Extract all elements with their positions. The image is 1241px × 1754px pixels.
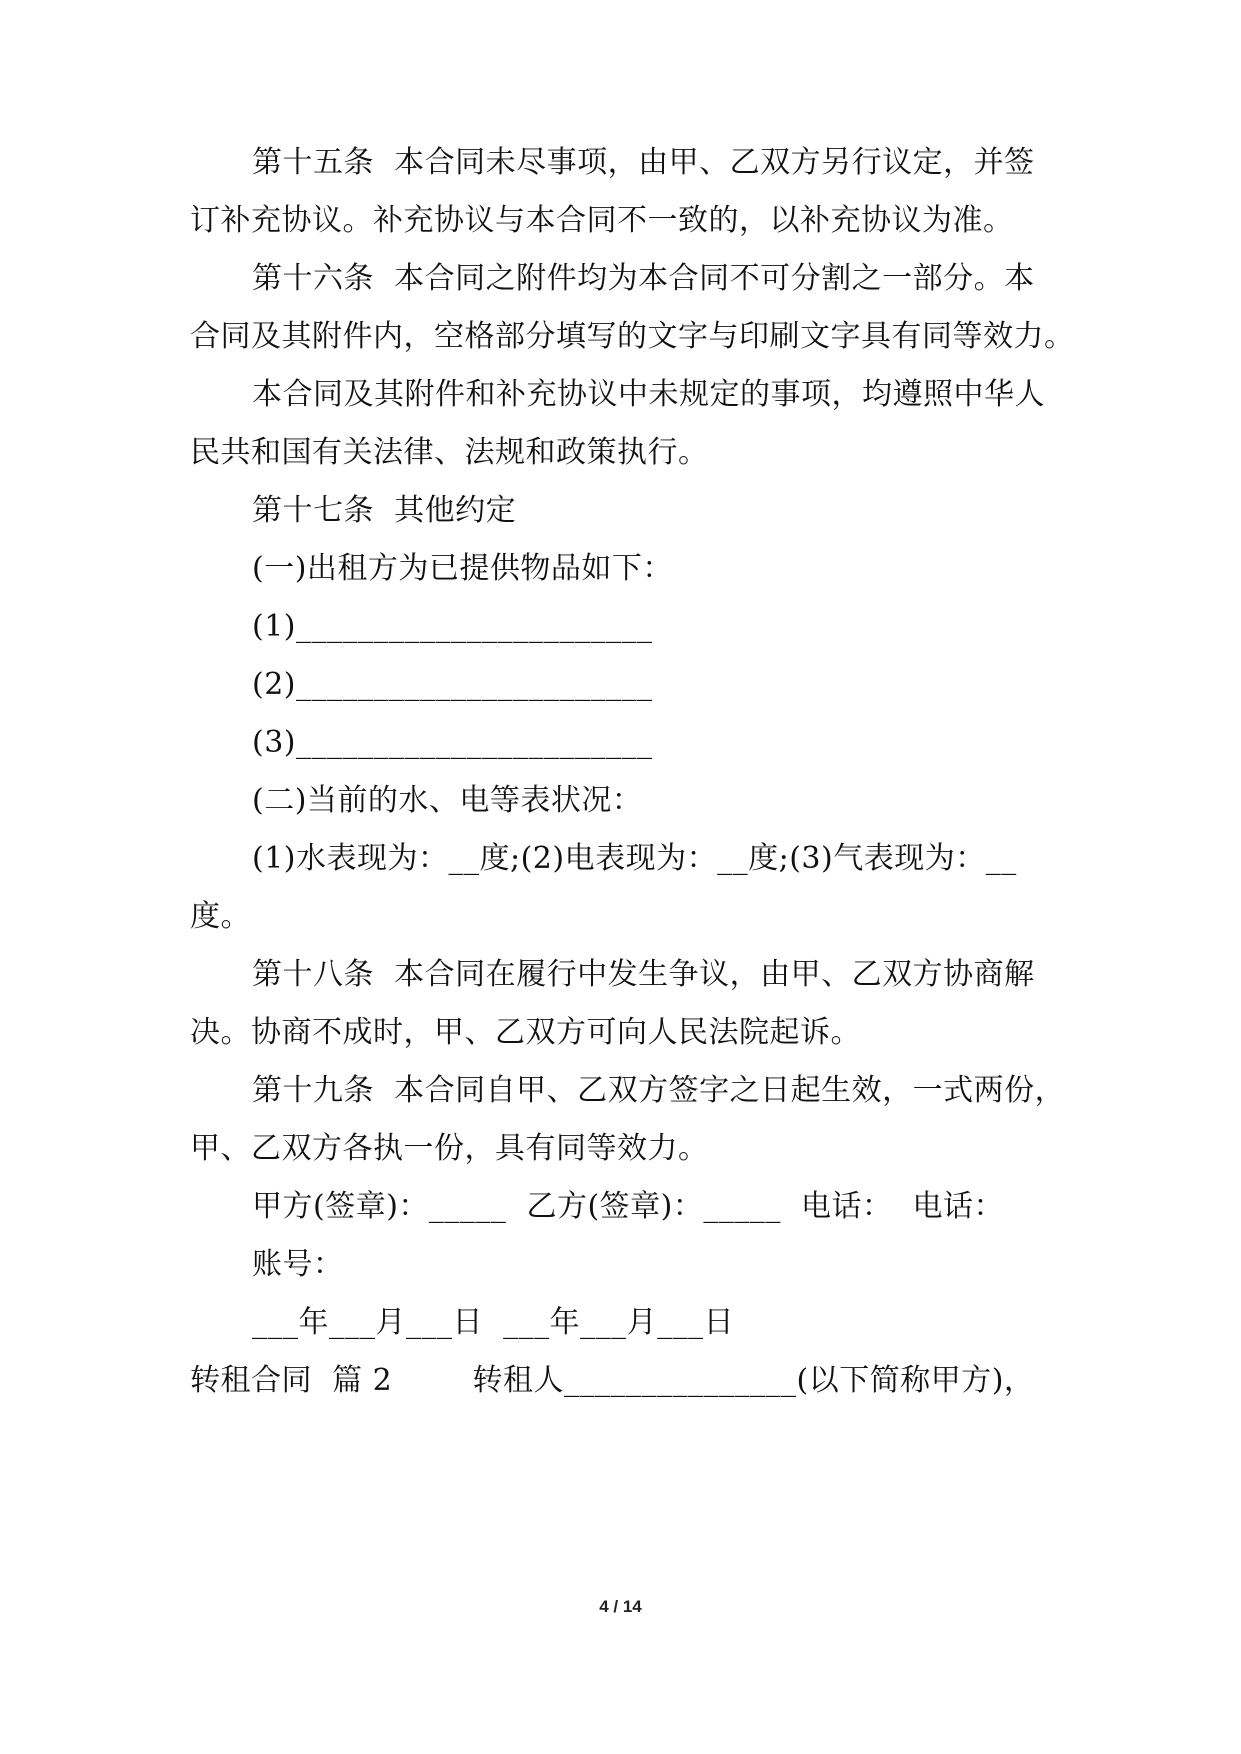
blank-item-1: (1)_______________________ [252, 609, 653, 644]
clause-16-para-2-line-2: 民共和国有关法律、法规和政策执行。 [190, 435, 709, 470]
clause-19-line-2: 甲、乙双方各执一份，具有同等效力。 [190, 1131, 709, 1166]
blank-item-3: (3)_______________________ [252, 725, 653, 760]
clause-18-line-1: 第十八条 本合同在履行中发生争议，由甲、乙双方协商解 [252, 957, 1035, 992]
clause-15-line-1: 第十五条 本合同未尽事项，由甲、乙双方另行议定，并签 [252, 145, 1035, 180]
clause-16-line-2: 合同及其附件内，空格部分填写的文字与印刷文字具有同等效力。 [190, 319, 1075, 354]
clause-16-para-2-line-1: 本合同及其附件和补充协议中未规定的事项，均遵照中华人 [252, 377, 1045, 412]
contract-2-heading-line: 转租合同 篇 2 转租人_______________(以下简称甲方)， [190, 1363, 1035, 1398]
clause-17-item-1-heading: (一)出租方为已提供物品如下： [252, 551, 673, 586]
page-number: 4 / 14 [599, 1597, 642, 1616]
clause-16-line-1: 第十六条 本合同之附件均为本合同不可分割之一部分。本 [252, 261, 1035, 296]
meter-readings-line-2: 度。 [190, 899, 251, 934]
clause-19-line-1: 第十九条 本合同自甲、乙双方签字之日起生效，一式两份， [252, 1073, 1066, 1108]
clause-18-line-2: 决。协商不成时，甲、乙双方可向人民法院起诉。 [190, 1015, 861, 1050]
clause-15-line-2: 订补充协议。补充协议与本合同不一致的，以补充协议为准。 [190, 203, 1014, 238]
blank-item-2: (2)_______________________ [252, 667, 653, 702]
signature-line: 甲方(签章)：_____ 乙方(签章)：_____ 电话： 电话： [252, 1189, 1005, 1224]
clause-17-heading: 第十七条 其他约定 [252, 493, 517, 528]
date-line: ___年___月___日 ___年___月___日 [252, 1305, 735, 1340]
account-line: 账号： [252, 1247, 344, 1282]
meter-readings-line-1: (1)水表现为：__度;(2)电表现为：__度;(3)气表现为：__ [252, 841, 1017, 876]
clause-17-item-2-heading: (二)当前的水、电等表状况： [252, 783, 643, 818]
